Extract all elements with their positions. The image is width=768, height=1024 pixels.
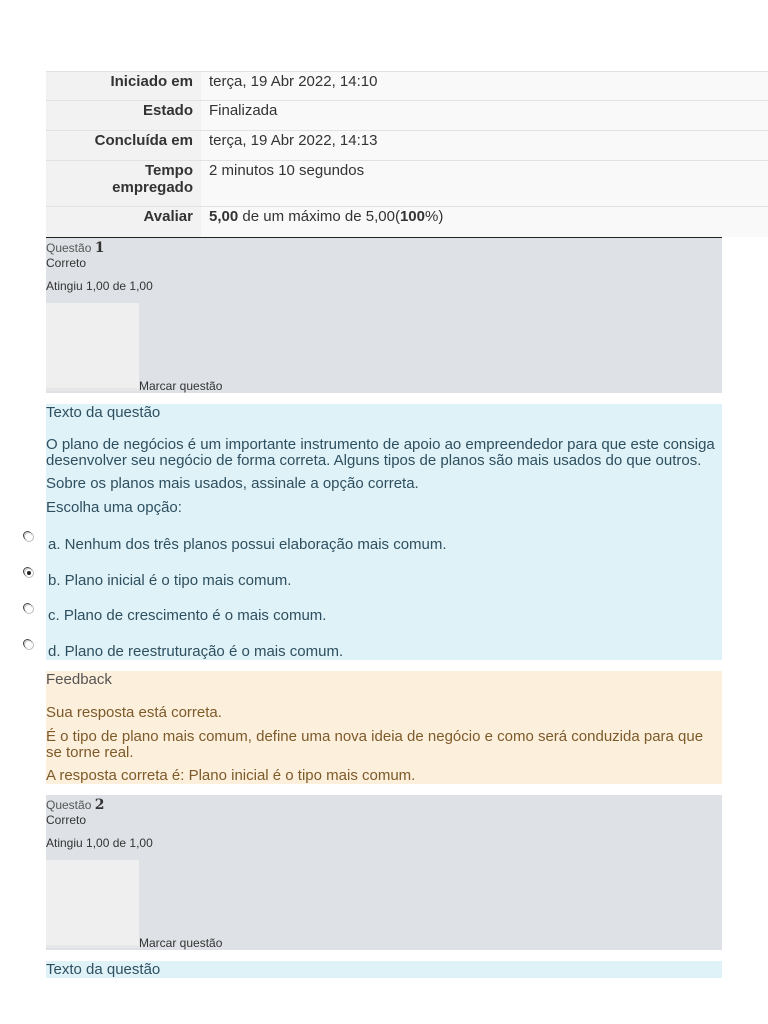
option-c-label[interactable]: c. Plano de crescimento é o mais comum. [48,607,327,624]
summary-row-grade [46,207,768,237]
summary-row-started [46,72,768,101]
option-c-radio[interactable] [24,604,34,614]
summary-value: Finalizada [201,101,768,131]
summary-value [201,207,768,237]
question-number-value: 2 [94,797,105,813]
flag-icon-area[interactable] [46,303,139,391]
question-prefix: Questão [46,241,92,255]
question-text-header: Texto da questão [46,404,161,421]
summary-row-state [46,101,768,131]
option-a-label[interactable]: a. Nenhum dos três planos possui elaboração mais comum. [48,536,447,553]
summary-row-completed [46,131,768,161]
flag-question-link[interactable]: Marcar questão [139,936,223,950]
feedback-line: É o tipo de plano mais comum, define uma nova ideia de negócio e como será conduzida para que se torne real. [46,728,704,761]
grade-percent: 100 [399,208,425,225]
summary-label: Iniciado em [46,72,201,101]
summary-label-line2: empregado [112,179,193,196]
attempt-summary-table [46,71,768,237]
flag-icon-area[interactable] [46,860,139,948]
summary-label-line1: Tempo [144,162,193,179]
summary-value: terça, 19 Abr 2022, 14:10 [201,72,768,101]
question-prefix: Questão [46,798,92,812]
option-a-radio[interactable] [24,532,34,542]
feedback-correct-answer: A resposta correta é: Plano inicial é o tipo mais comum. [46,767,416,784]
question-grade: Atingiu 1,00 de 1,00 [46,279,153,293]
option-b-label[interactable]: b. Plano inicial é o tipo mais comum. [48,572,292,589]
summary-label [46,161,201,207]
question-state: Correto [46,256,87,270]
flag-question-link[interactable]: Marcar questão [139,379,223,393]
option-d-radio[interactable] [24,640,34,650]
flag-area-edge [46,945,139,948]
answer-prompt: Escolha uma opção: [46,499,182,516]
summary-label: Concluída em [46,131,201,161]
flag-area-edge [46,388,139,391]
feedback-header: Feedback [46,671,112,688]
option-b-radio[interactable] [24,568,34,578]
question-number [46,797,104,813]
feedback-line: Sua resposta está correta. [46,704,222,721]
summary-label: Avaliar [46,207,201,237]
question-paragraph: O plano de negócios é um importante instrumento de apoio ao empreendedor para que este consiga desenvolver seu negócio de forma correta. Alguns tipos de planos são mais usados do que outros. [46,436,715,469]
option-d-label[interactable]: d. Plano de reestruturação é o mais comum. [48,643,344,660]
question-grade: Atingiu 1,00 de 1,00 [46,836,153,850]
question-number-value: 1 [94,240,105,256]
question-2-info [46,795,722,950]
question-1-feedback [46,671,722,784]
summary-value: 2 minutos 10 segundos [201,161,768,207]
question-paragraph: Sobre os planos mais usados, assinale a opção correta. [46,475,419,492]
grade-score: 5,00 [209,208,239,225]
question-number [46,240,104,256]
question-state: Correto [46,813,87,827]
summary-row-time-taken [46,161,768,207]
summary-value: terça, 19 Abr 2022, 14:13 [201,131,768,161]
question-text-header: Texto da questão [46,961,161,978]
grade-max-text: de um máximo de 5,00( [238,208,400,225]
question-2-text-block [46,961,722,978]
summary-label: Estado [46,101,201,131]
grade-percent-suffix: %) [424,208,444,225]
question-1-info [46,238,722,393]
